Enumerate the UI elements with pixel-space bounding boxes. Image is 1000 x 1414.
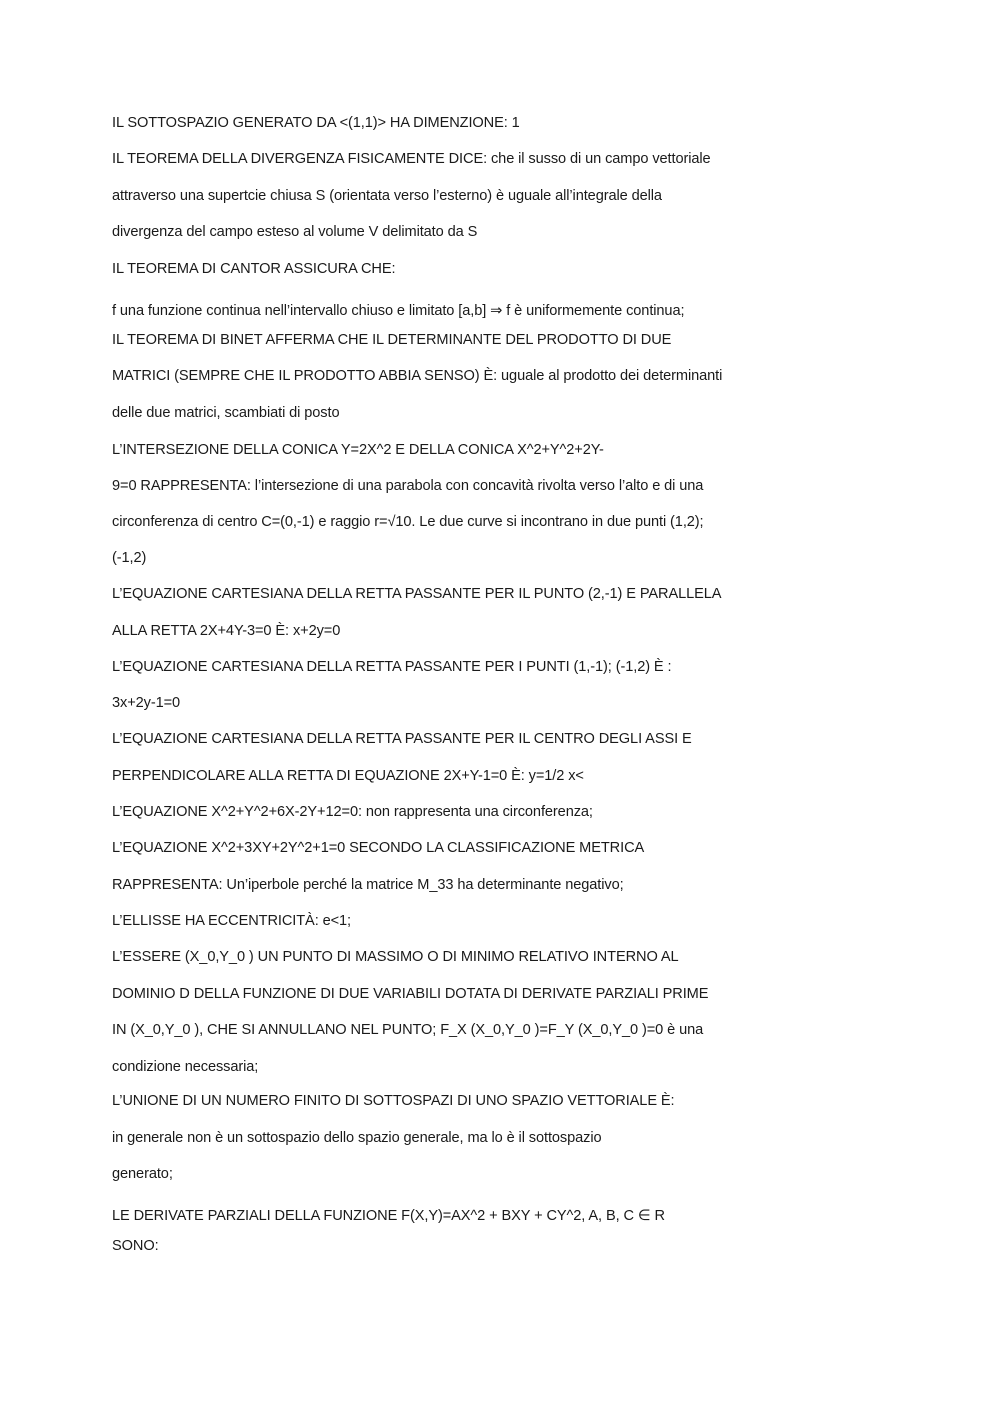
text-line: L’UNIONE DI UN NUMERO FINITO DI SOTTOSPAZI DI UNO SPAZIO VETTORIALE È: bbox=[112, 1093, 675, 1109]
text-line: in generale non è un sottospazio dello spazio generale, ma lo è il sottospazio bbox=[112, 1130, 602, 1146]
text-line: L’EQUAZIONE CARTESIANA DELLA RETTA PASSANTE PER IL CENTRO DEGLI ASSI E bbox=[112, 731, 692, 747]
text-line: MATRICI (SEMPRE CHE IL PRODOTTO ABBIA SENSO) È: uguale al prodotto dei determinanti bbox=[112, 368, 723, 384]
text-line: ALLA RETTA 2X+4Y-3=0 È: x+2y=0 bbox=[112, 623, 341, 639]
text-line: circonferenza di centro C=(0,-1) e raggio r=√10. Le due curve si incontrano in due punti (1,2); bbox=[112, 514, 704, 530]
text-line: LE DERIVATE PARZIALI DELLA FUNZIONE F(X,Y)=AX^2 + BXY + CY^2, A, B, C ∈ R bbox=[112, 1208, 665, 1224]
text-line: RAPPRESENTA: Un’iperbole perché la matrice M_33 ha determinante negativo; bbox=[112, 877, 624, 893]
text-line: L’EQUAZIONE CARTESIANA DELLA RETTA PASSANTE PER I PUNTI (1,-1); (-1,2) È : bbox=[112, 659, 672, 675]
text-line: DOMINIO D DELLA FUNZIONE DI DUE VARIABILI DOTATA DI DERIVATE PARZIALI PRIME bbox=[112, 986, 709, 1002]
text-line: 9=0 RAPPRESENTA: l’intersezione di una parabola con concavità rivolta verso l’alto e di una bbox=[112, 478, 704, 494]
text-line: L’EQUAZIONE X^2+Y^2+6X-2Y+12=0: non rappresenta una circonferenza; bbox=[112, 804, 593, 820]
text-line: f una funzione continua nell’intervallo chiuso e limitato [a,b] ⇒ f è uniformemente continua; bbox=[112, 303, 685, 319]
text-line: IL TEOREMA DELLA DIVERGENZA FISICAMENTE DICE: che il susso di un campo vettoriale bbox=[112, 151, 711, 167]
text-line: L’ELLISSE HA ECCENTRICITÀ: e<1; bbox=[112, 913, 352, 929]
text-line: L’EQUAZIONE X^2+3XY+2Y^2+1=0 SECONDO LA CLASSIFICAZIONE METRICA bbox=[112, 840, 645, 856]
text-line: IL SOTTOSPAZIO GENERATO DA <(1,1)> HA DIMENZIONE: 1 bbox=[112, 115, 520, 131]
text-line: 3x+2y-1=0 bbox=[112, 695, 181, 711]
text-line: generato; bbox=[112, 1166, 173, 1182]
text-line: divergenza del campo esteso al volume V delimitato da S bbox=[112, 224, 478, 240]
text-line: (-1,2) bbox=[112, 550, 147, 566]
text-line: attraverso una supertcie chiusa S (orientata verso l’esterno) è uguale all’integrale della bbox=[112, 188, 662, 204]
text-line: SONO: bbox=[112, 1238, 159, 1254]
text-line: IN (X_0,Y_0 ), CHE SI ANNULLANO NEL PUNTO; F_X (X_0,Y_0 )=F_Y (X_0,Y_0 )=0 è una bbox=[112, 1022, 704, 1038]
text-line: IL TEOREMA DI BINET AFFERMA CHE IL DETERMINANTE DEL PRODOTTO DI DUE bbox=[112, 332, 672, 348]
text-line: condizione necessaria; bbox=[112, 1059, 259, 1075]
text-line: L’ESSERE (X_0,Y_0 ) UN PUNTO DI MASSIMO O DI MINIMO RELATIVO INTERNO AL bbox=[112, 949, 679, 965]
text-line: IL TEOREMA DI CANTOR ASSICURA CHE: bbox=[112, 261, 396, 277]
text-line: PERPENDICOLARE ALLA RETTA DI EQUAZIONE 2X+Y-1=0 È: y=1/2 x< bbox=[112, 768, 584, 784]
text-line: L’INTERSEZIONE DELLA CONICA Y=2X^2 E DELLA CONICA X^2+Y^2+2Y- bbox=[112, 442, 604, 458]
text-line: delle due matrici, scambiati di posto bbox=[112, 405, 340, 421]
text-line: L’EQUAZIONE CARTESIANA DELLA RETTA PASSANTE PER IL PUNTO (2,-1) E PARALLELA bbox=[112, 586, 722, 602]
